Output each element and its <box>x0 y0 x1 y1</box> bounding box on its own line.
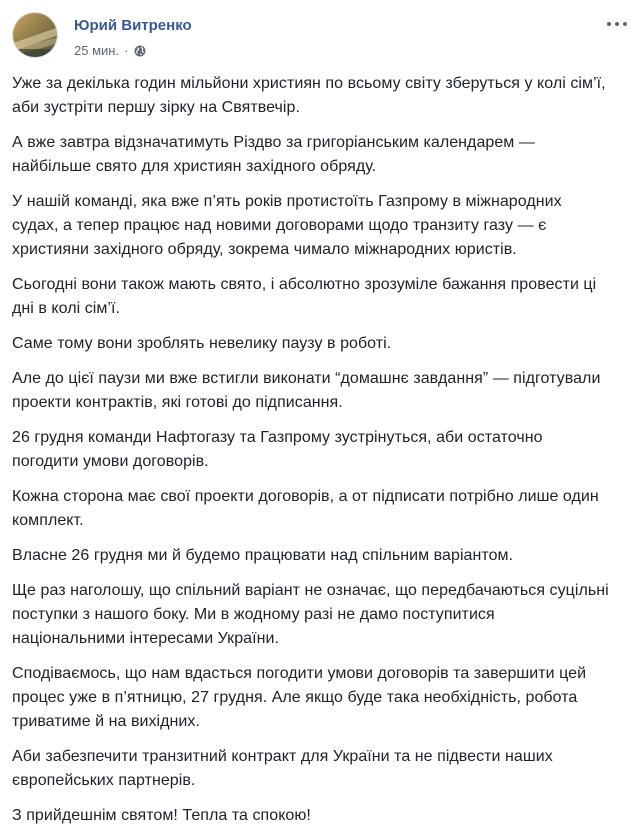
paragraph: 26 грудня команди Нафтогазу та Газпрому зустрінуться, аби остаточно погодити умови договорів. <box>12 429 543 470</box>
author-name[interactable]: Юрий Витренко <box>74 17 192 34</box>
post-timestamp[interactable]: 25 мин. <box>74 43 120 58</box>
paragraph: Уже за декілька годин мільйони християн по всьому світу зберуться у колі сім’ї, аби зустріти першу зірку на Святвечір. <box>12 75 606 116</box>
avatar-image <box>13 13 58 58</box>
paragraph: Саме тому вони зроблять невелику паузу в роботі. <box>12 335 392 352</box>
paragraph: Сподіваємось, що нам вдасться погодити умови договорів та завершити цей процес уже в п’ятницю, 27 грудня. Але якщо буде така необхідність, робота триватиме й на вихідних. <box>12 665 587 730</box>
paragraph: Сьогодні вони також мають свято, і абсолютно зрозуміле бажання провести ці дні в колі сім’ї. <box>12 276 597 317</box>
paragraph: З прийдешнім святом! Тепла та спокою! <box>12 807 311 824</box>
paragraph: У нашій команді, яка вже п’ять років протистоїть Газпрому в міжнародних судах, а тепер працює над новими договорами щодо транзиту газу — є християни західного обряду, зокрема чимало міжнародних юристів. <box>12 193 562 258</box>
paragraph: Аби забезпечити транзитний контракт для України та не підвести наших європейських партнерів. <box>12 748 553 789</box>
meta-separator: · <box>124 43 129 58</box>
paragraph: Ще раз наголошу, що спільний варіант не означає, що передбачаються суцільні поступки з нашого боку. Ми в жодному разі не дамо поступитися національними інтересами України. <box>12 582 609 647</box>
post-header <box>12 12 629 60</box>
globe-icon[interactable] <box>134 45 146 57</box>
post-meta <box>74 43 146 58</box>
paragraph: Але до цієї паузи ми вже встигли виконати “домашнє завдання” — підготували проекти контрактів, які готові до підписання. <box>12 370 601 411</box>
paragraph: Власне 26 грудня ми й будемо працювати над спільним варіантом. <box>12 547 514 564</box>
paragraph: А вже завтра відзначатимуть Різдво за григоріанським календарем — найбільше свято для християн західного обряду. <box>12 134 535 175</box>
author-avatar[interactable] <box>12 12 58 58</box>
paragraph: Кожна сторона має свої проекти договорів, а от підписати потрібно лише один комплект. <box>12 488 599 529</box>
more-options-icon[interactable] <box>607 18 627 30</box>
post-text <box>12 72 612 839</box>
